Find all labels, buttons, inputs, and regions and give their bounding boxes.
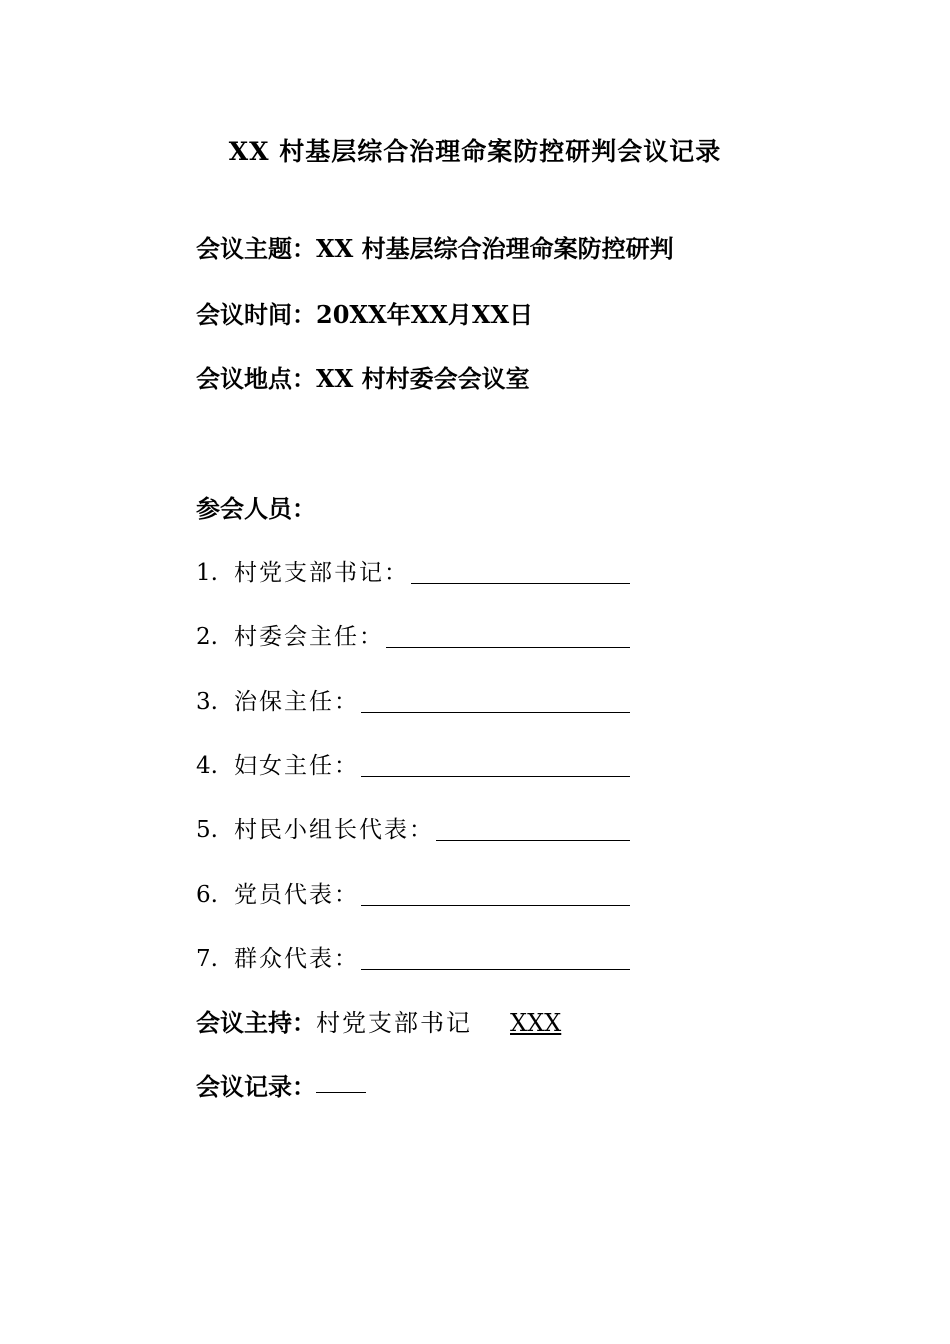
attendee-role: 群众代表： bbox=[234, 946, 359, 972]
meeting-time-label: 会议时间： bbox=[196, 300, 316, 329]
attendee-blank-line[interactable] bbox=[361, 775, 630, 777]
attendee-row bbox=[196, 685, 630, 719]
attendee-role: 村委会主任： bbox=[234, 624, 384, 650]
attendee-number: 2. bbox=[196, 624, 218, 650]
meeting-host-label: 会议主持： bbox=[196, 1008, 316, 1037]
attendee-role: 党员代表： bbox=[234, 882, 359, 908]
meeting-recorder-label: 会议记录： bbox=[196, 1072, 316, 1101]
meeting-host bbox=[196, 1006, 561, 1040]
attendee-number: 6. bbox=[196, 882, 218, 908]
attendee-row bbox=[196, 620, 630, 654]
meeting-topic bbox=[196, 232, 674, 266]
attendee-number: 1. bbox=[196, 560, 218, 586]
meeting-place bbox=[196, 362, 530, 396]
meeting-host-value: 村党支部书记 bbox=[316, 1009, 472, 1037]
attendee-number: 4. bbox=[196, 753, 218, 779]
attendee-blank-line[interactable] bbox=[361, 711, 630, 713]
attendee-blank-line[interactable] bbox=[411, 582, 630, 584]
meeting-time-value: 20XX年XX月XX日 bbox=[316, 300, 534, 329]
attendee-number: 7. bbox=[196, 946, 218, 972]
attendee-role: 村党支部书记： bbox=[234, 560, 409, 586]
attendee-role: 村民小组长代表： bbox=[234, 817, 434, 843]
attendee-blank-line[interactable] bbox=[361, 968, 630, 970]
meeting-place-value: XX 村村委会会议室 bbox=[316, 364, 530, 393]
meeting-place-label: 会议地点： bbox=[196, 364, 316, 393]
attendee-row bbox=[196, 942, 630, 976]
attendee-blank-line[interactable] bbox=[361, 904, 630, 906]
attendee-role: 妇女主任： bbox=[234, 753, 359, 779]
attendees-heading: 参会人员： bbox=[196, 494, 316, 523]
document-title: XX 村基层综合治理命案防控研判会议记录 bbox=[228, 137, 722, 166]
meeting-recorder bbox=[196, 1070, 366, 1104]
attendee-number: 3. bbox=[196, 689, 218, 715]
attendee-row bbox=[196, 749, 630, 783]
meeting-topic-label: 会议主题： bbox=[196, 234, 316, 263]
attendee-blank-line[interactable] bbox=[436, 839, 630, 841]
attendee-row bbox=[196, 556, 630, 590]
attendee-number: 5. bbox=[196, 817, 218, 843]
attendee-role: 治保主任： bbox=[234, 689, 359, 715]
attendee-blank-line[interactable] bbox=[386, 646, 630, 648]
attendee-row bbox=[196, 878, 630, 912]
meeting-topic-value: XX 村基层综合治理命案防控研判 bbox=[316, 234, 674, 263]
meeting-host-name: XXX bbox=[510, 1009, 562, 1037]
attendee-row bbox=[196, 813, 630, 847]
meeting-time bbox=[196, 298, 533, 332]
recorder-blank-line[interactable] bbox=[316, 1091, 366, 1093]
